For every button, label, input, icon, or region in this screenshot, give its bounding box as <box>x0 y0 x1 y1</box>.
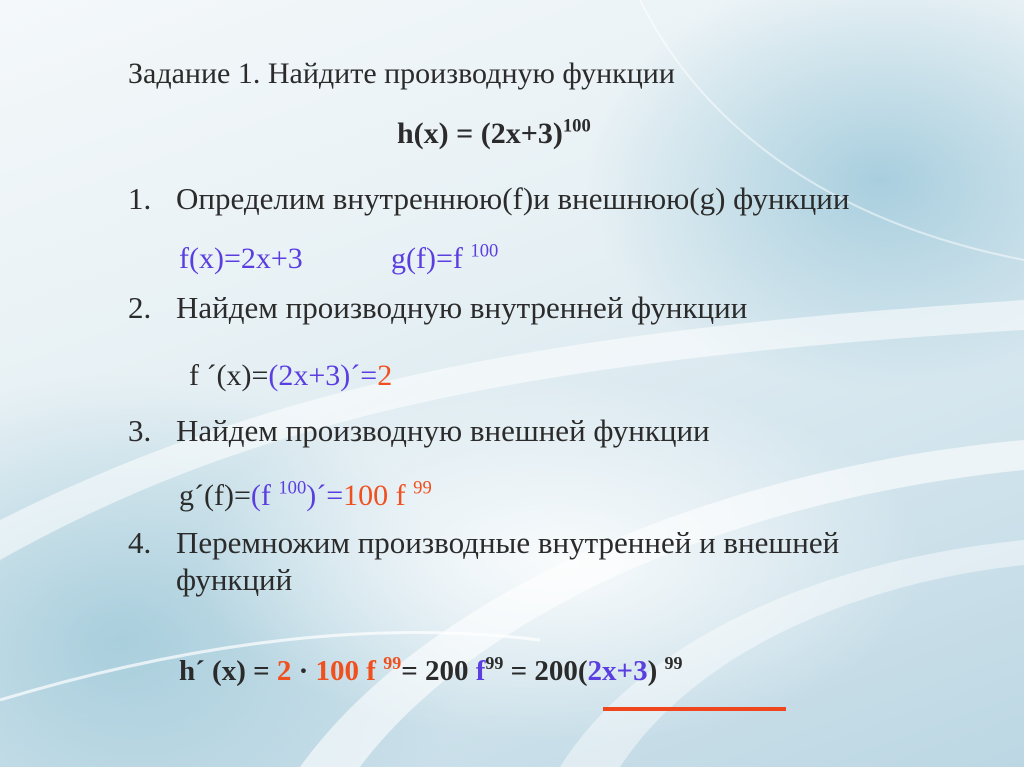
step-2-number: 2. <box>128 290 152 325</box>
answer-underline <box>603 707 786 711</box>
final-exp1: 99 <box>383 652 402 673</box>
final-two: 2 <box>276 655 292 687</box>
step-1 <box>128 181 849 217</box>
main-function-lhs: h(x) = (2x+3) <box>397 117 563 150</box>
final-hundred-f: 100 f <box>315 655 384 687</box>
final-eq1: = 200 <box>401 655 476 687</box>
step-3-number: 3. <box>128 413 152 448</box>
step-3 <box>128 413 710 449</box>
formula-g-exponent: 100 <box>470 240 499 262</box>
formula-f-prime <box>189 358 392 394</box>
step-4-text-line1: Перемножим производные внутренней и внешней <box>176 525 840 560</box>
formula-g-prime-lhs: g´(f)= <box>179 479 251 512</box>
main-function-exponent: 100 <box>562 115 591 137</box>
step-4-number: 4. <box>128 525 152 560</box>
formula-f-prime-result: 2 <box>377 359 393 392</box>
final-lhs: h´ (x) = <box>179 655 277 687</box>
step-3-text: Найдем производную внешней функции <box>176 413 710 448</box>
step-2 <box>128 290 747 326</box>
step-4 <box>128 525 839 561</box>
step-1-text: Определим внутреннюю(f)и внешнюю(g) функции <box>176 181 850 216</box>
formula-g-prime-open: (f <box>250 479 279 512</box>
formula-f <box>179 241 303 277</box>
formula-f-text: f(x)=2x+3 <box>179 242 303 275</box>
final-inner: 2x+3 <box>587 655 648 687</box>
final-close: ) <box>647 655 665 687</box>
task-title: Задание 1. Найдите производную функции <box>128 57 675 90</box>
formula-g-prime <box>179 478 432 514</box>
final-exp3: 99 <box>664 652 683 673</box>
formula-g-prime-result: 100 f <box>343 479 414 512</box>
formula-f-prime-paren: (2x+3)´= <box>268 359 378 392</box>
step-1-number: 1. <box>128 181 152 216</box>
final-eq2: = 200( <box>503 655 588 687</box>
step-4-text-line2: функций <box>176 562 293 597</box>
formula-g-prime-exp2: 99 <box>413 477 432 499</box>
formula-g-base: g(f)=f <box>391 242 471 275</box>
formula-g <box>391 241 498 277</box>
main-function <box>397 116 591 152</box>
final-dot: · <box>291 655 316 687</box>
step-4-continued <box>176 562 292 598</box>
final-f: f <box>475 655 486 687</box>
final-exp2: 99 <box>485 652 504 673</box>
final-formula <box>179 653 682 689</box>
formula-g-prime-exp1: 100 <box>278 477 307 499</box>
step-2-text: Найдем производную внутренней функции <box>176 290 748 325</box>
formula-g-prime-close: )´= <box>306 479 344 512</box>
formula-f-prime-lhs: f ´(x)= <box>189 359 269 392</box>
